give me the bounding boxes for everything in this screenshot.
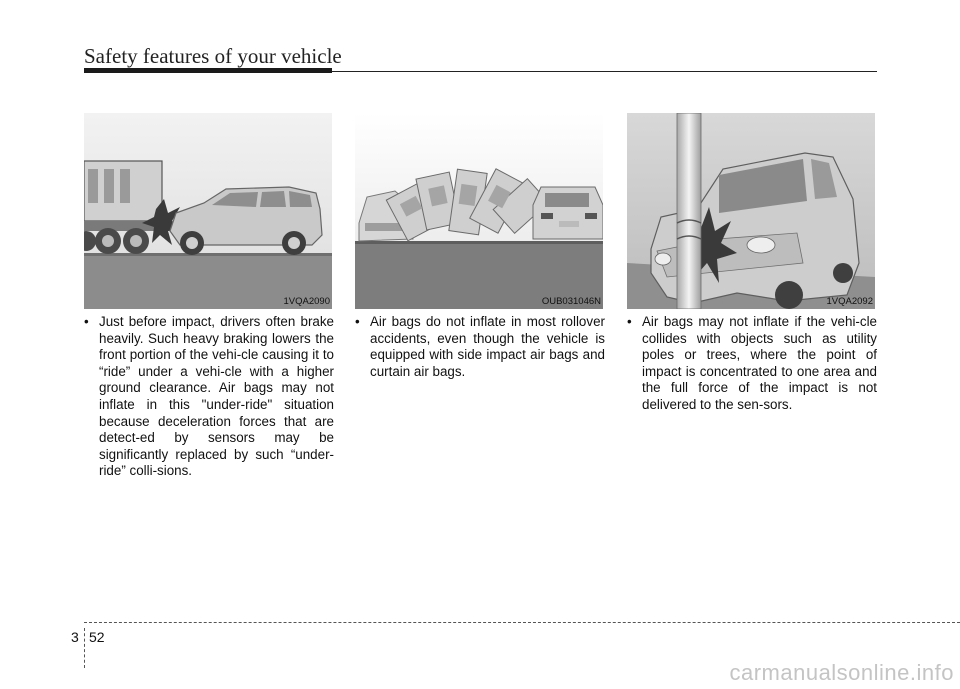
bullet-item: [84, 314, 334, 480]
column-under-ride-text: [84, 314, 334, 480]
pole-collision-illustration: [627, 113, 875, 309]
page-number: 52: [89, 629, 105, 645]
watermark: carmanualsonline.info: [729, 660, 954, 685]
figure-rollover: [355, 113, 603, 309]
figure-code: 1VQA2090: [283, 296, 330, 307]
bullet-item: [627, 314, 877, 414]
bullet-icon: •: [627, 314, 632, 329]
column-pole-text: [627, 314, 877, 414]
chapter-number: 3: [71, 629, 79, 645]
page-title: Safety features of your vehicle: [84, 44, 342, 68]
figure-pole-collision: [627, 113, 875, 309]
bullet-text: Just before impact, drivers often brake heavily. Such heavy braking lowers the front portion of the vehi-cle causing it to “ride” under a vehi-cle with a higher ground clearance. Air bags may not inflate in this "under-ride" situation because deceleration forces that are detect-ed by sensors may be significantly replaced by such “under-ride” colli-sions.: [99, 314, 334, 479]
figure-under-ride: [84, 113, 332, 309]
bullet-text: Air bags may not inflate if the vehi-cle collides with objects such as utility poles or trees, where the point of impact is concentrated to one area and the full force of the impact is not delivered to the sen-sors.: [642, 314, 877, 412]
bullet-text: Air bags do not inflate in most rollover accidents, even though the vehicle is equipped with side impact air bags and curtain air bags.: [370, 314, 605, 379]
figure-code: OUB031046N: [541, 296, 601, 307]
bullet-icon: •: [355, 314, 360, 329]
header-rule: [84, 68, 877, 75]
header-thick-line: [84, 68, 332, 73]
rollover-illustration: [355, 113, 603, 309]
bullet-icon: •: [84, 314, 89, 329]
bullet-item: [355, 314, 605, 380]
footer-divider: [84, 628, 85, 668]
footer-rule: [84, 622, 960, 623]
column-rollover-text: [355, 314, 605, 380]
figure-code: 1VQA2092: [826, 296, 873, 307]
under-ride-illustration: [84, 113, 332, 309]
